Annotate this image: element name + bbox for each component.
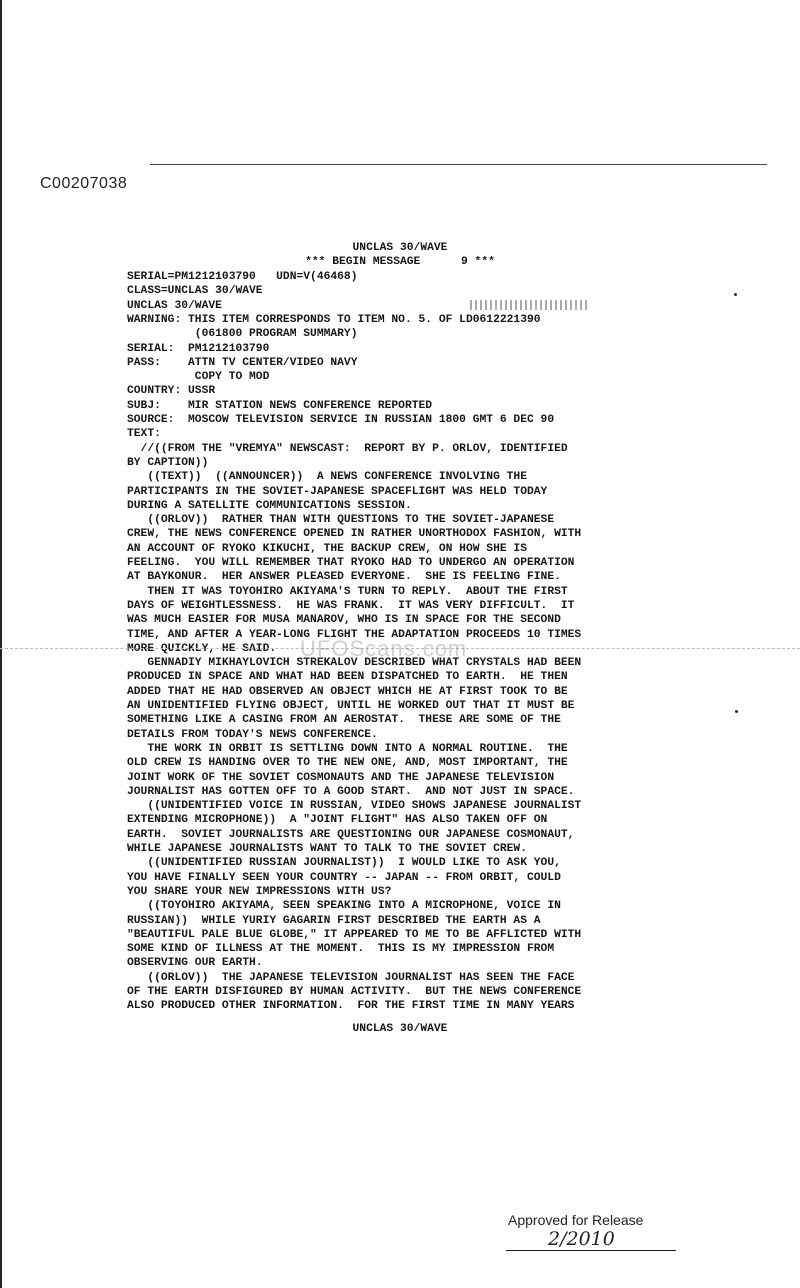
body-line: ((TOYOHIRO AKIYAMA, SEEN SPEAKING INTO A MICROPHONE, VOICE IN — [127, 900, 561, 913]
body-line: ((ORLOV)) RATHER THAN WITH QUESTIONS TO THE SOVIET-JAPANESE — [127, 514, 555, 527]
body-line: DETAILS FROM TODAY'S NEWS CONFERENCE. — [127, 728, 378, 741]
body-line: EARTH. SOVIET JOURNALISTS ARE QUESTIONING OUR JAPANESE COSMONAUT, — [127, 828, 575, 841]
release-stamp-date: 2/2010 — [548, 1228, 615, 1250]
body-line: TEXT: — [127, 428, 161, 441]
body-line: SOME KIND OF ILLNESS AT THE MOMENT. THIS IS MY IMPRESSION FROM — [127, 943, 555, 956]
body-line: CREW, THE NEWS CONFERENCE OPENED IN RATHER UNORTHODOX FASHION, WITH — [127, 528, 582, 541]
watermark: UFOScans.com — [300, 636, 468, 661]
body-line: //((FROM THE "VREMYA" NEWSCAST: REPORT BY P. ORLOV, IDENTIFIED — [127, 442, 568, 455]
body-line: SUBJ: MIR STATION NEWS CONFERENCE REPORTED — [127, 399, 433, 412]
scan-speck — [734, 293, 737, 296]
body-line: WHILE JAPANESE JOURNALISTS WANT TO TALK TO THE SOVIET CREW. — [127, 843, 527, 855]
body-line: JOURNALIST HAS GOTTEN OFF TO A GOOD START. AND NOT JUST IN SPACE. — [127, 785, 575, 798]
body-line: AT BAYKONUR. HER ANSWER PLEASED EVERYONE. SHE IS FEELING FINE. — [127, 571, 561, 584]
body-line: "BEAUTIFUL PALE BLUE GLOBE," IT APPEARED TO ME TO BE AFFLICTED WITH — [127, 928, 582, 941]
document-id: C00207038 — [40, 175, 128, 192]
body-line: THE WORK IN ORBIT IS SETTLING DOWN INTO A NORMAL ROUTINE. THE — [127, 742, 568, 755]
body-line: OBSERVING OUR EARTH. — [127, 957, 263, 970]
body-line: DAYS OF WEIGHTLESSNESS. HE WAS FRANK. IT WAS VERY DIFFICULT. IT — [127, 599, 575, 612]
body-line: CLASS=UNCLAS 30/WAVE — [127, 285, 263, 298]
body-line: PRODUCED IN SPACE AND WHAT HAD BEEN DISPATCHED TO EARTH. HE THEN — [127, 671, 568, 684]
body-line: YOU HAVE FINALLY SEEN YOUR COUNTRY -- JAPAN -- FROM ORBIT, COULD — [127, 871, 561, 884]
body-line: AN ACCOUNT OF RYOKO KIKUCHI, THE BACKUP CREW, ON HOW SHE IS — [127, 542, 527, 555]
body-line: ((UNIDENTIFIED VOICE IN RUSSIAN, VIDEO SHOWS JAPANESE JOURNALIST — [127, 800, 582, 813]
header-classification: UNCLAS 30/WAVE — [352, 242, 448, 254]
body-line: TIME, AND AFTER A YEAR-LONG FLIGHT THE ADAPTATION PROCEEDS 10 TIMES — [127, 628, 582, 641]
body-line: OF THE EARTH DISFIGURED BY HUMAN ACTIVITY. BUT THE NEWS CONFERENCE — [127, 986, 582, 998]
body-line: BY CAPTION)) — [127, 456, 209, 469]
body-line: YOU SHARE YOUR NEW IMPRESSIONS WITH US? — [127, 885, 392, 898]
release-stamp-label: Approved for Release — [508, 1212, 644, 1228]
release-stamp-rule — [506, 1250, 676, 1251]
header-begin-message: *** BEGIN MESSAGE 9 *** — [305, 256, 495, 268]
body-line: UNCLAS 30/WAVE — [127, 299, 222, 312]
body-line: GENNADIY MIKHAYLOVICH STREKALOV DESCRIBED WHAT CRYSTALS HAD BEEN — [127, 657, 582, 670]
body-line: COPY TO MOD — [127, 371, 270, 384]
body-line: ((UNIDENTIFIED RUSSIAN JOURNALIST)) I WOULD LIKE TO ASK YOU, — [127, 857, 561, 870]
body-line: DURING A SATELLITE COMMUNICATIONS SESSION. — [127, 499, 412, 512]
body-line: MORE QUICKLY, HE SAID. — [127, 642, 277, 655]
body-line: SOURCE: MOSCOW TELEVISION SERVICE IN RUSSIAN 1800 GMT 6 DEC 90 — [127, 414, 555, 426]
body-line: EXTENDING MICROPHONE)) A "JOINT FLIGHT" HAS ALSO TAKEN OFF ON — [127, 814, 548, 827]
top-rule — [150, 164, 767, 165]
body-line: PARTICIPANTS IN THE SOVIET-JAPANESE SPACEFLIGHT WAS HELD TODAY — [127, 485, 548, 498]
body-line: RUSSIAN)) WHILE YURIY GAGARIN FIRST DESCRIBED THE EARTH AS A — [127, 914, 541, 927]
scan-speck — [735, 710, 738, 713]
body-line: WARNING: THIS ITEM CORRESPONDS TO ITEM NO. 5. OF LD0612221390 — [127, 313, 541, 326]
footer-classification: UNCLAS 30/WAVE — [352, 1023, 448, 1035]
body-line: WAS MUCH EASIER FOR MUSA MANAROV, WHO IS IN SPACE FOR THE SECOND — [127, 614, 561, 627]
body-line: PASS: ATTN TV CENTER/VIDEO NAVY — [127, 356, 358, 369]
body-line: FEELING. YOU WILL REMEMBER THAT RYOKO HAD TO UNDERGO AN OPERATION — [127, 557, 575, 569]
body-line: ((ORLOV)) THE JAPANESE TELEVISION JOURNALIST HAS SEEN THE FACE — [127, 971, 575, 984]
body-line: SERIAL: PM1212103790 — [127, 342, 270, 355]
body-line: AN UNIDENTIFIED FLYING OBJECT, UNTIL HE WORKED OUT THAT IT MUST BE — [127, 700, 575, 712]
body-line: THEN IT WAS TOYOHIRO AKIYAMA'S TURN TO REPLY. ABOUT THE FIRST — [127, 585, 568, 598]
body-line: SOMETHING LIKE A CASING FROM AN AEROSTAT. THESE ARE SOME OF THE — [127, 714, 561, 727]
body-line: (061800 PROGRAM SUMMARY) — [127, 328, 358, 341]
body-line: ALSO PRODUCED OTHER INFORMATION. FOR THE FIRST TIME IN MANY YEARS — [127, 1000, 575, 1013]
body-line: ADDED THAT HE HAD OBSERVED AN OBJECT WHICH HE AT FIRST TOOK TO BE — [127, 685, 568, 698]
body-line: ((TEXT)) ((ANNOUNCER)) A NEWS CONFERENCE INVOLVING THE — [127, 471, 527, 484]
page-edge — [0, 0, 2, 1288]
scan-smudge — [470, 300, 590, 310]
body-line: COUNTRY: USSR — [127, 385, 216, 398]
body-line: SERIAL=PM1212103790 UDN=V(46468) — [127, 271, 358, 283]
body-line: OLD CREW IS HANDING OVER TO THE NEW ONE, AND, MOST IMPORTANT, THE — [127, 757, 568, 770]
body-line: JOINT WORK OF THE SOVIET COSMONAUTS AND THE JAPANESE TELEVISION — [127, 771, 555, 784]
